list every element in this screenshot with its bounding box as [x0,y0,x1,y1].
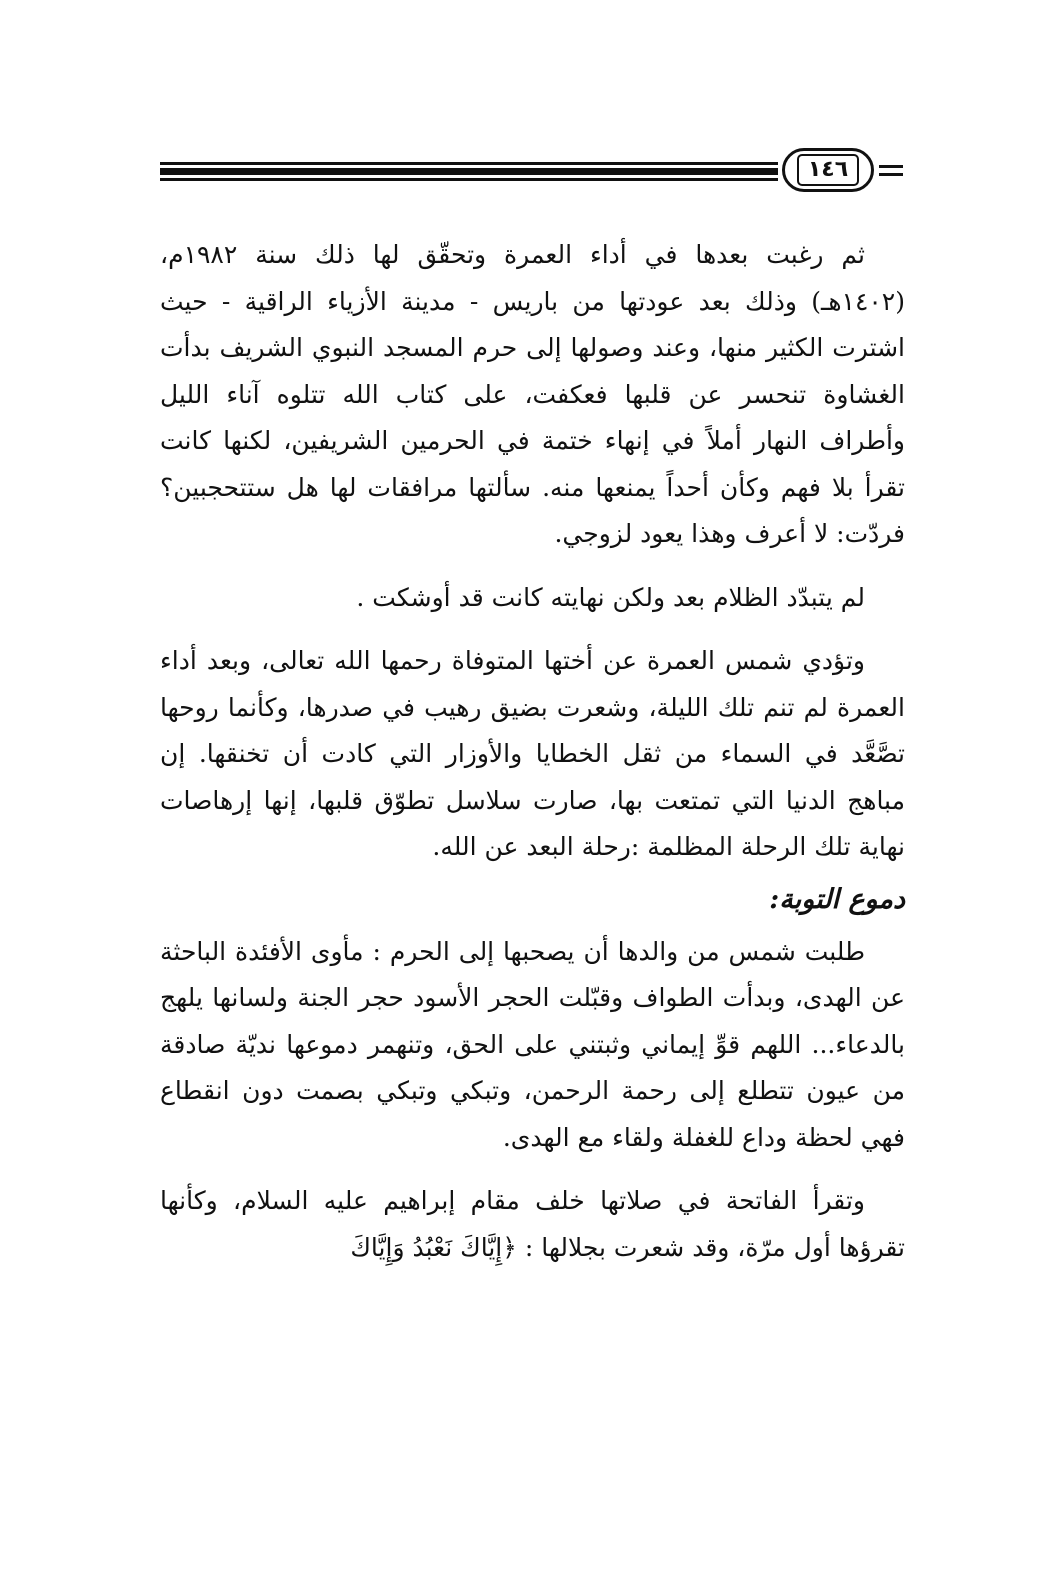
page-number-badge [782,148,874,192]
paragraph: لم يتبدّد الظلام بعد ولكن نهايته كانت قد أوشكت . [356,582,865,612]
header-rule [160,148,778,192]
paragraph: طلبت شمس من والدها أن يصحبها إلى الحرم : مأوى الأفئدة الباحثة عن الهدى، وبدأت الطواف وقبّلت الحجر الأسود حجر الجنة ولسانها يلهج بالدعاء... اللهم قوِّ إيماني وثبتني على الحق، وتنهمر دموعها نديّة صادقة من عيون تتطلع إلى رحمة الرحمن، وتبكي وتبكي بصمت دون انقطاع فهي لحظة وداع للغفلة ولقاء مع الهدى. [160,936,905,1152]
page-header [160,148,905,192]
header-end-mark [879,165,903,168]
section-heading: دموع التوبة: [769,883,905,915]
paragraph: وتقرأ الفاتحة في صلاتها خلف مقام إبراهيم عليه السلام، وكأنها تقرؤها أول مرّة، وقد شعرت بجلالها : ﴿إِيَّاكَ نَعْبُدُ وَإِيَّاكَ [160,1186,905,1262]
page-number: ١٤٦ [797,154,859,186]
paragraph: وتؤدي شمس العمرة عن أختها المتوفاة رحمها الله تعالى، وبعد أداء العمرة لم تنم تلك الليلة، وشعرت بضيق رهيب في صدرها، وكأنما روحها تصَّعَّد في السماء من ثقل الخطايا والأوزار التي كادت أن تخنقها. إن مباهج الدنيا التي تمتعت بها، صارت سلاسل تطوّق قلبها، إنها إرهاصات نهاية تلك الرحلة المظلمة :رحلة البعد عن الله. [160,646,905,861]
paragraph: ثم رغبت بعدها في أداء العمرة وتحقّق لها ذلك سنة ١٩٨٢م، (١٤٠٢هـ) وذلك بعد عودتها من باريس - مدينة الأزياء الراقية - حيث اشترت الكثير منها، وعند وصولها إلى حرم المسجد النبوي الشريف بدأت الغشاوة تنحسر عن قلبها فعكفت، على كتاب الله تتلوه آناء الليل وأطراف النهار أملاً في إنهاء ختمة في الحرمين الشريفين، لكنها كانت تقرأ بلا فهم وكأن أحداً يمنعها منه. سألتها مرافقات لها هل ستتحجبين؟ فردّت: لا أعرف وهذا يعود لزوجي. [160,240,905,548]
page-body [160,232,905,1271]
